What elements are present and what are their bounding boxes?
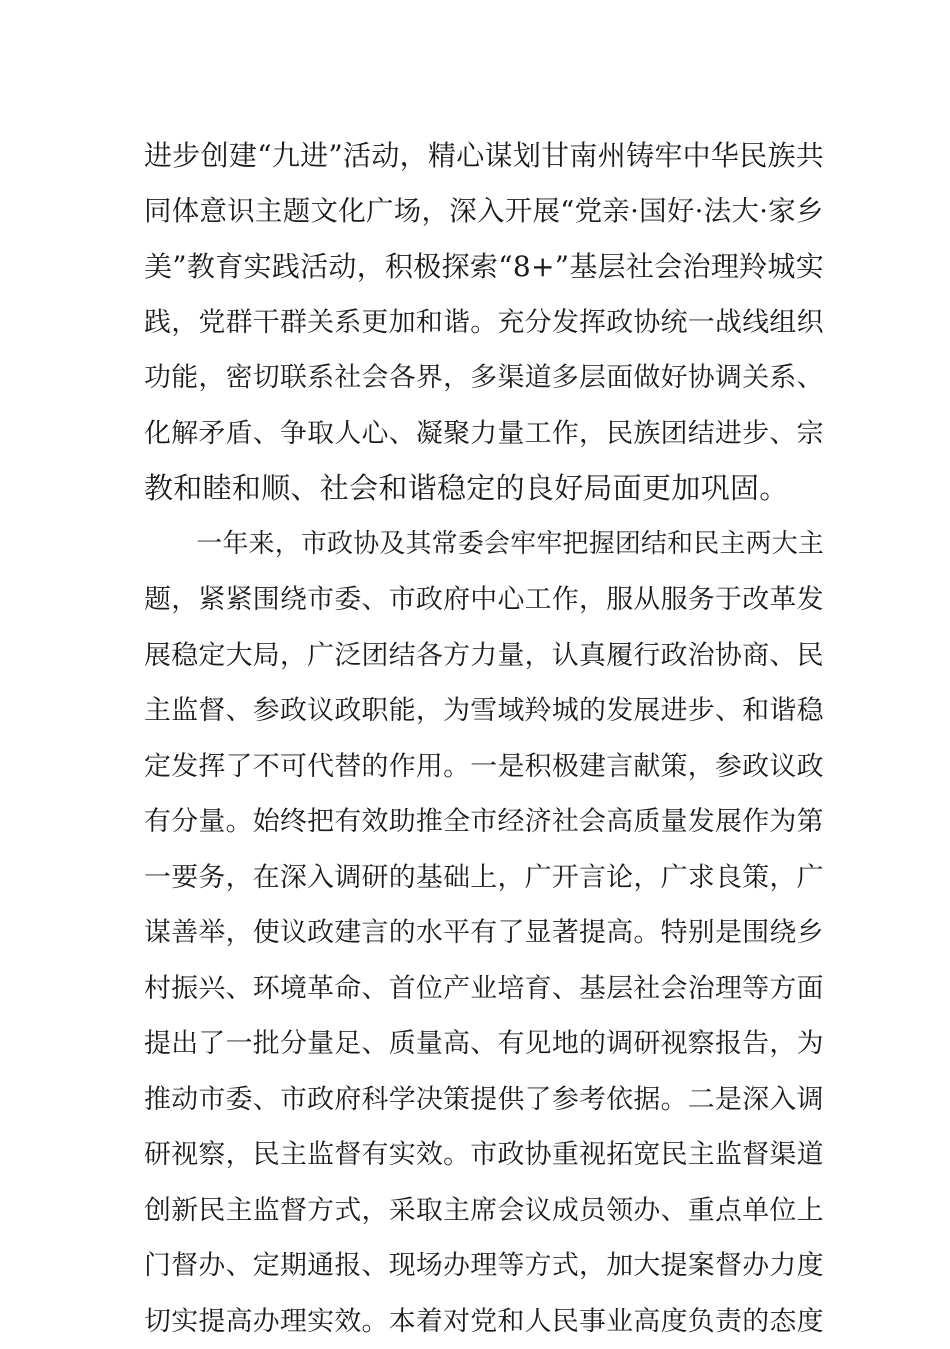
text-line: 进步创建“九进”活动，精心谋划甘南州铸牢中华民族共 bbox=[144, 128, 824, 184]
text-line: 门督办、定期通报、现场办理等方式，加大提案督办力度 bbox=[144, 1238, 824, 1294]
text-line: 教和睦和顺、社会和谐稳定的良好局面更加巩固。 bbox=[144, 461, 824, 517]
text-line: 村振兴、环境革命、首位产业培育、基层社会治理等方面 bbox=[144, 961, 824, 1017]
text-line: 展稳定大局，广泛团结各方力量，认真履行政治协商、民 bbox=[144, 628, 824, 684]
text-line: 题，紧紧围绕市委、市政府中心工作，服从服务于改革发 bbox=[144, 572, 824, 628]
text-line: 有分量。始终把有效助推全市经济社会高质量发展作为第 bbox=[144, 794, 824, 850]
text-line: 践，党群干群关系更加和谐。充分发挥政协统一战线组织 bbox=[144, 295, 824, 351]
text-line: 提出了一批分量足、质量高、有见地的调研视察报告，为 bbox=[144, 1016, 824, 1072]
text-line: 一要务，在深入调研的基础上，广开言论，广求良策，广 bbox=[144, 850, 824, 906]
text-line: 推动市委、市政府科学决策提供了参考依据。二是深入调 bbox=[144, 1072, 824, 1128]
text-line: 定发挥了不可代替的作用。一是积极建言献策，参政议政 bbox=[144, 739, 824, 795]
text-line: 谋善举，使议政建言的水平有了显著提高。特别是围绕乡 bbox=[144, 905, 824, 961]
text-line: 同体意识主题文化广场，深入开展“党亲·国好·法大·家乡 bbox=[144, 184, 824, 240]
text-line: 化解矛盾、争取人心、凝聚力量工作，民族团结进步、宗 bbox=[144, 406, 824, 462]
text-line: 切实提高办理实效。本着对党和人民事业高度负责的态度 bbox=[144, 1294, 824, 1349]
body-text bbox=[144, 128, 824, 1349]
text-line: 功能，密切联系社会各界，多渠道多层面做好协调关系、 bbox=[144, 350, 824, 406]
text-line: 一年来，市政协及其常委会牢牢把握团结和民主两大主 bbox=[144, 517, 824, 573]
text-line: 主监督、参政议政职能，为雪域羚城的发展进步、和谐稳 bbox=[144, 683, 824, 739]
text-line: 创新民主监督方式，采取主席会议成员领办、重点单位上 bbox=[144, 1183, 824, 1239]
text-line: 研视察，民主监督有实效。市政协重视拓宽民主监督渠道 bbox=[144, 1127, 824, 1183]
text-line: 美”教育实践活动，积极探索“8+”基层社会治理羚城实 bbox=[144, 239, 824, 295]
